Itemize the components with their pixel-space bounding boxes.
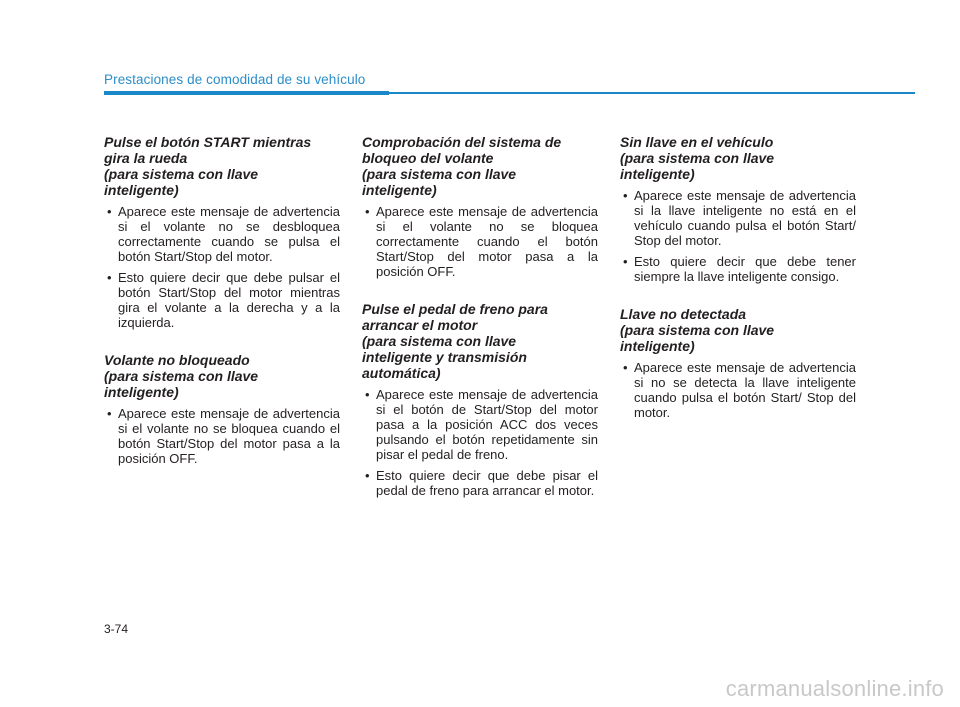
watermark: carmanualsonline.info bbox=[725, 676, 944, 701]
column-1 bbox=[104, 134, 340, 488]
bullet-item: • Aparece este mensaje de advertencia si el volante no se desbloquea correctamente cuando se pulsa el botón Start/Stop del motor. bbox=[104, 204, 340, 264]
bullet-list bbox=[620, 360, 856, 420]
bullet-item: • Esto quiere decir que debe tener siempre la llave inteligente consigo. bbox=[620, 254, 856, 284]
bullet-item: • Esto quiere decir que debe pulsar el botón Start/Stop del motor mientras gira el volante a la derecha y a la izquierda. bbox=[104, 270, 340, 330]
bullet-list bbox=[620, 188, 856, 284]
section-heading: Pulse el botón START mientras gira la rueda (para sistema con llave inteligente) bbox=[104, 134, 312, 198]
page-number: 3-74 bbox=[104, 622, 129, 636]
header-rule-thin bbox=[389, 92, 915, 94]
bullet-list bbox=[362, 387, 598, 498]
column-3 bbox=[620, 134, 856, 442]
header-title: Prestaciones de comodidad de su vehículo bbox=[104, 72, 366, 87]
bullet-list bbox=[104, 406, 340, 466]
section bbox=[362, 134, 598, 279]
section-heading: Comprobación del sistema de bloqueo del volante (para sistema con llave inteligente) bbox=[362, 134, 562, 198]
bullet-item: • Aparece este mensaje de advertencia si no se detecta la llave inteligente cuando pulsa el botón Start/ Stop del motor. bbox=[620, 360, 856, 420]
section-heading: Llave no detectada (para sistema con llave inteligente) bbox=[620, 306, 775, 354]
section bbox=[620, 306, 856, 420]
section-heading: Sin llave en el vehículo (para sistema con llave inteligente) bbox=[620, 134, 775, 182]
bullet-list bbox=[104, 204, 340, 330]
section bbox=[620, 134, 856, 284]
bullet-item: • Esto quiere decir que debe pisar el pedal de freno para arrancar el motor. bbox=[362, 468, 598, 498]
bullet-item: • Aparece este mensaje de advertencia si la llave inteligente no está en el vehículo cuando pulsa el botón Start/ Stop del motor. bbox=[620, 188, 856, 248]
section-heading: Volante no bloqueado (para sistema con llave inteligente) bbox=[104, 352, 259, 400]
bullet-item: • Aparece este mensaje de advertencia si el volante no se bloquea correctamente cuando el botón Start/Stop del motor pasa a la posición OFF. bbox=[362, 204, 598, 279]
column-2 bbox=[362, 134, 598, 520]
section-heading: Pulse el pedal de freno para arrancar el motor (para sistema con llave inteligente y transmisión automática) bbox=[362, 301, 548, 381]
section bbox=[104, 134, 340, 330]
bullet-item: • Aparece este mensaje de advertencia si el botón de Start/Stop del motor pasa a la posición ACC dos veces pulsando el botón repetidamente sin pisar el pedal de freno. bbox=[362, 387, 598, 462]
bullet-item: • Aparece este mensaje de advertencia si el volante no se bloquea cuando el botón Start/Stop del motor pasa a la posición OFF. bbox=[104, 406, 340, 466]
header-rule-thick bbox=[104, 91, 389, 95]
section bbox=[362, 301, 598, 498]
section bbox=[104, 352, 340, 466]
bullet-list bbox=[362, 204, 598, 279]
